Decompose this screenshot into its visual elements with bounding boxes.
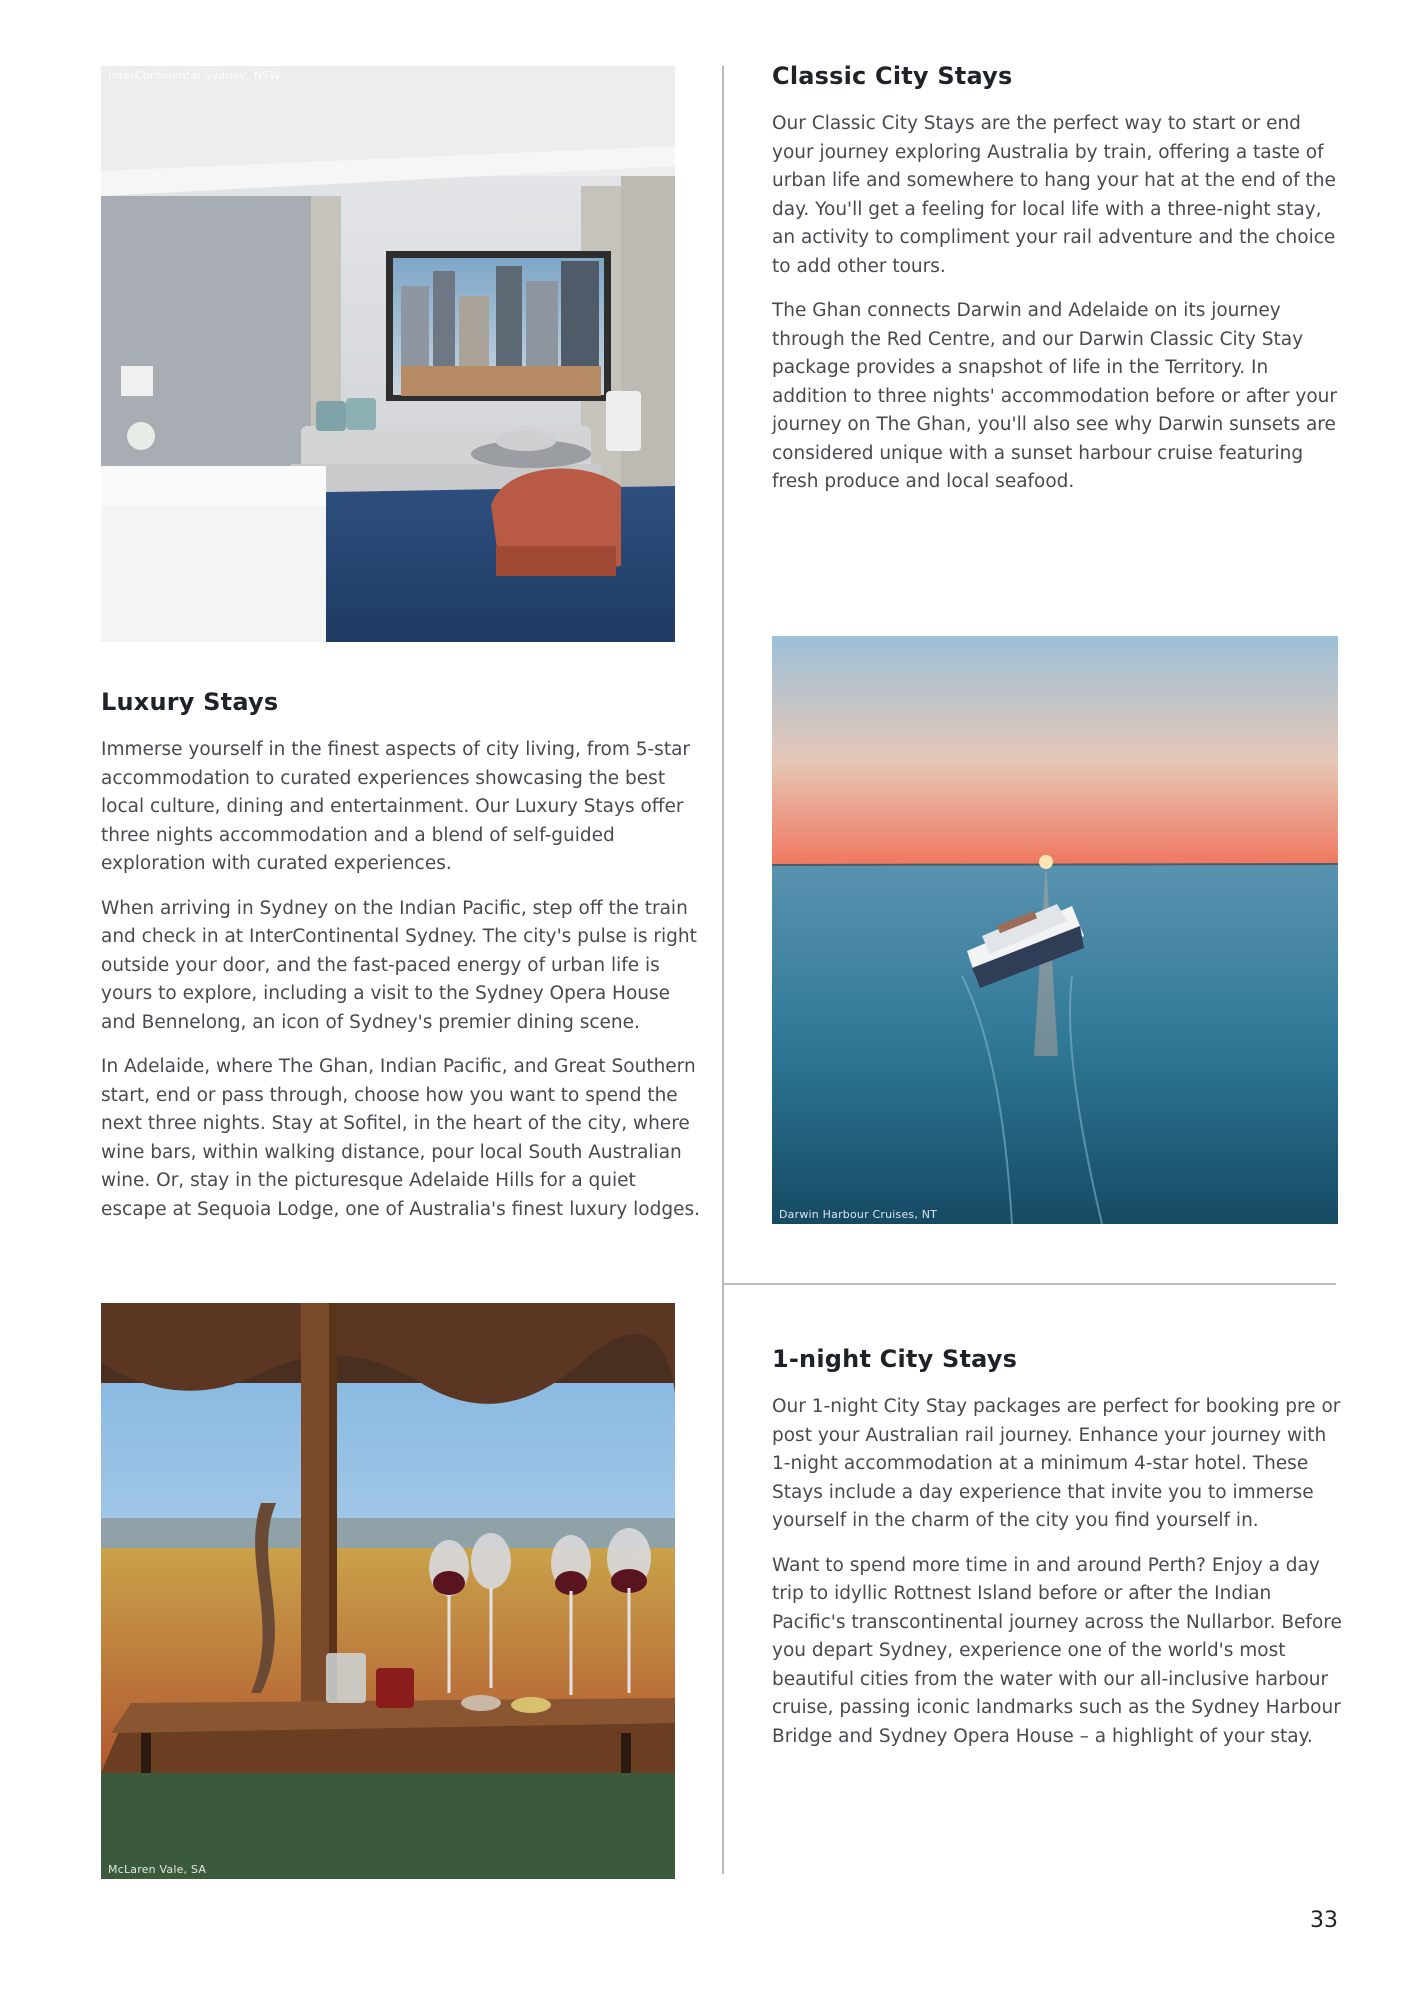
classic-paragraph-2: The Ghan connects Darwin and Adelaide on its journey through the Red Centre, and our Darwin Classic City Stay package provides a snapshot of life in the Territory. In addition to three nights' accommodation before or after your journey on The Ghan, you'll also see why Darwin sunsets are considered unique with a sunset harbour cruise featuring fresh produce and local seafood.	[772, 300, 1337, 492]
one-night-paragraph-1: Our 1-night City Stay packages are perfect for booking pre or post your Australian rail journey. Enhance your journey with 1-night accommodation at a minimum 4-star hotel. These Stays include a day experience that invite you to immerse yourself in the charm of the city you find yourself in.	[772, 1396, 1341, 1531]
page-number: 33	[1310, 1908, 1338, 1933]
luxury-stays-heading: Luxury Stays	[101, 688, 279, 716]
hotel-photo-caption: InterContinental Sydney, NSW	[108, 69, 281, 82]
one-night-city-stays-heading: 1-night City Stays	[772, 1345, 1018, 1373]
luxury-paragraph-1: Immerse yourself in the finest aspects of city living, from 5-star accommodation to curated experiences showcasing the best local culture, dining and entertainment. Our Luxury Stays offer three nights accommodation and a blend of self-guided exploration with curated experiences.	[101, 739, 691, 874]
classic-paragraph-1: Our Classic City Stays are the perfect way to start or end your journey exploring Australia by train, offering a taste of urban life and somewhere to hang your hat at the end of the day. You'll get a feeling for local life with a three-night stay, an activity to compliment your rail adventure and the choice to add other tours.	[772, 113, 1336, 277]
harbour-cruise-photo	[772, 636, 1338, 1224]
one-night-paragraph-2: Want to spend more time in and around Perth? Enjoy a day trip to idyllic Rottnest Island before or after the Indian Pacific's transcontinental journey across the Nullarbor. Before you depart Sydney, experience one of the world's most beautiful cities from the water with our all-inclusive harbour cruise, passing iconic landmarks such as the Sydney Harbour Bridge and Sydney Opera House – a highlight of your stay.	[772, 1554, 1342, 1747]
luxury-stays-section	[101, 688, 701, 1240]
hotel-room-photo	[101, 66, 675, 642]
luxury-paragraph-3: In Adelaide, where The Ghan, Indian Pacific, and Great Southern start, end or pass through, choose how you want to spend the next three nights. Stay at Sofitel, in the heart of the city, where wine bars, within walking distance, pour local South Australian wine. Or, stay in the picturesque Adelaide Hills for a quiet escape at Sequoia Lodge, one of Australia's finest luxury lodges.	[101, 1056, 701, 1220]
winery-photo-caption: McLaren Vale, SA	[108, 1863, 207, 1876]
winery-photo	[101, 1303, 675, 1879]
one-night-city-stays-section	[772, 1345, 1342, 1767]
cruise-photo-caption: Darwin Harbour Cruises, NT	[779, 1208, 938, 1221]
classic-city-stays-section	[772, 62, 1342, 513]
luxury-paragraph-2: When arriving in Sydney on the Indian Pacific, step off the train and check in at InterContinental Sydney. The city's pulse is right outside your door, and the fast-paced energy of urban life is yours to explore, including a visit to the Sydney Opera House and Bennelong, an icon of Sydney's premier dining scene.	[101, 897, 697, 1033]
column-divider	[722, 66, 724, 1874]
section-divider	[722, 1283, 1336, 1285]
classic-city-stays-heading: Classic City Stays	[772, 62, 1013, 90]
